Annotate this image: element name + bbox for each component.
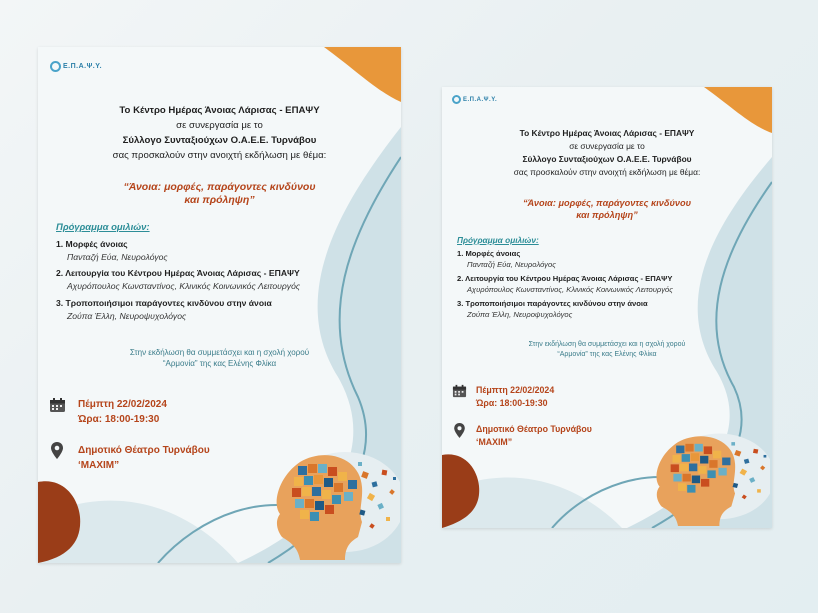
theme-line-2: και πρόληψη” (184, 194, 255, 206)
date-time-block (78, 397, 167, 427)
epapsy-logo-icon (452, 95, 461, 104)
intro-block (442, 127, 772, 179)
intro-line-1: Το Κέντρο Ημέρας Άνοιας Λάρισας - ΕΠΑΨΥ (119, 105, 320, 116)
location-pin-icon (454, 423, 465, 438)
note-line-2: “Αρμονία” της κας Ελένης Φλίκα (557, 351, 657, 358)
program-item-speaker: Πανταζή Εύα, Νευρολόγος (67, 251, 168, 262)
calendar-icon (49, 397, 66, 413)
event-theme (442, 197, 772, 221)
program-title: Πρόγραμμα ομιλιών: (56, 222, 150, 233)
program-item-speaker: Ζούπα Έλλη, Νευροψυχολόγος (467, 310, 573, 319)
dance-school-note (38, 347, 401, 369)
logo-text: Ε.Π.Α.Ψ.Υ. (463, 96, 498, 103)
program-item-speaker: Πανταζή Εύα, Νευρολόγος (467, 260, 556, 269)
intro-line-3: Σύλλογο Συνταξιούχων Ο.Α.Ε.Ε. Τυρνάβου (122, 135, 317, 146)
poster-large (38, 47, 401, 563)
venue-line-2: ‘MAXIM” (78, 460, 120, 471)
note-line-2: “Αρμονία” της κας Ελένης Φλίκα (162, 359, 277, 368)
note-line-1: Στην εκδήλωση θα συμμετάσχει και η σχολή χορού (129, 348, 310, 357)
venue-line-2: ‘MAXIM” (476, 437, 513, 447)
intro-line-3: Σύλλογο Συνταξιούχων Ο.Α.Ε.Ε. Τυρνάβου (522, 154, 692, 164)
intro-line-1: Το Κέντρο Ημέρας Άνοιας Λάρισας - ΕΠΑΨΥ (519, 128, 695, 138)
program-item-title: 3. Τροποποιήσιμοι παράγοντες κινδύνου στην άνοια (457, 299, 648, 308)
program-item-title: 2. Λειτουργία του Κέντρου Ημέρας Άνοιας Λάρισας - ΕΠΑΨΥ (56, 268, 300, 278)
location-pin-icon (51, 442, 63, 459)
program-item-3 (457, 298, 648, 320)
poster-small (442, 87, 772, 528)
date-time-block (476, 384, 554, 410)
puzzle-head-icon (632, 425, 770, 526)
epapsy-logo (452, 95, 497, 104)
program-item-speaker: Αχυρόπουλος Κωνσταντίνος, Κλινικός Κοινωνικός Λειτουργός (467, 285, 673, 294)
event-theme (38, 181, 401, 207)
program-item-2 (457, 273, 673, 295)
event-date: Πέμπτη 22/02/2024 (78, 399, 167, 410)
venue-line-1: Δημοτικό Θέατρο Τυρνάβου (476, 424, 592, 434)
program-item-title: 3. Τροποποιήσιμοι παράγοντες κινδύνου στην άνοια (56, 298, 272, 308)
program-item-1 (56, 238, 168, 263)
program-item-title: 1. Μορφές άνοιας (56, 239, 128, 249)
epapsy-logo (50, 61, 102, 72)
program-item-3 (56, 297, 272, 322)
program-item-title: 2. Λειτουργία του Κέντρου Ημέρας Άνοιας Λάρισας - ΕΠΑΨΥ (457, 274, 673, 283)
intro-line-2: σε συνεργασία με το (569, 141, 645, 151)
program-item-1 (457, 248, 556, 270)
venue-block (476, 423, 592, 449)
epapsy-logo-icon (50, 61, 61, 72)
program-item-speaker: Αχυρόπουλος Κωνσταντίνος, Κλινικός Κοινωνικός Λειτουργός (67, 280, 301, 291)
note-line-1: Στην εκδήλωση θα συμμετάσχει και η σχολή χορού (528, 341, 686, 348)
intro-line-2: σε συνεργασία με το (176, 120, 263, 131)
venue-line-1: Δημοτικό Θέατρο Τυρνάβου (78, 445, 210, 456)
program-item-speaker: Ζούπα Έλλη, Νευροψυχολόγος (67, 310, 187, 321)
puzzle-head-icon (250, 442, 400, 560)
theme-line-2: και πρόληψη” (576, 210, 638, 220)
event-date: Πέμπτη 22/02/2024 (476, 385, 555, 395)
program-item-title: 1. Μορφές άνοιας (457, 249, 521, 258)
logo-text: Ε.Π.Α.Ψ.Υ. (63, 63, 103, 70)
intro-line-4: σας προσκαλούν στην ανοιχτή εκδήλωση με θέμα: (112, 150, 327, 161)
calendar-icon (452, 384, 467, 398)
venue-block (78, 443, 210, 473)
program-item-2 (56, 267, 300, 292)
event-time: Ώρα: 18:00-19:30 (476, 398, 548, 408)
event-time: Ώρα: 18:00-19:30 (78, 414, 160, 425)
theme-line-1: “Άνοια: μορφές, παράγοντες κινδύνου (123, 181, 316, 193)
dance-school-note (442, 340, 772, 360)
intro-line-4: σας προσκαλούν στην ανοιχτή εκδήλωση με θέμα: (513, 167, 701, 177)
program-title: Πρόγραμμα ομιλιών: (457, 235, 539, 245)
theme-line-1: “Άνοια: μορφές, παράγοντες κινδύνου (522, 198, 692, 208)
intro-block (38, 103, 401, 163)
